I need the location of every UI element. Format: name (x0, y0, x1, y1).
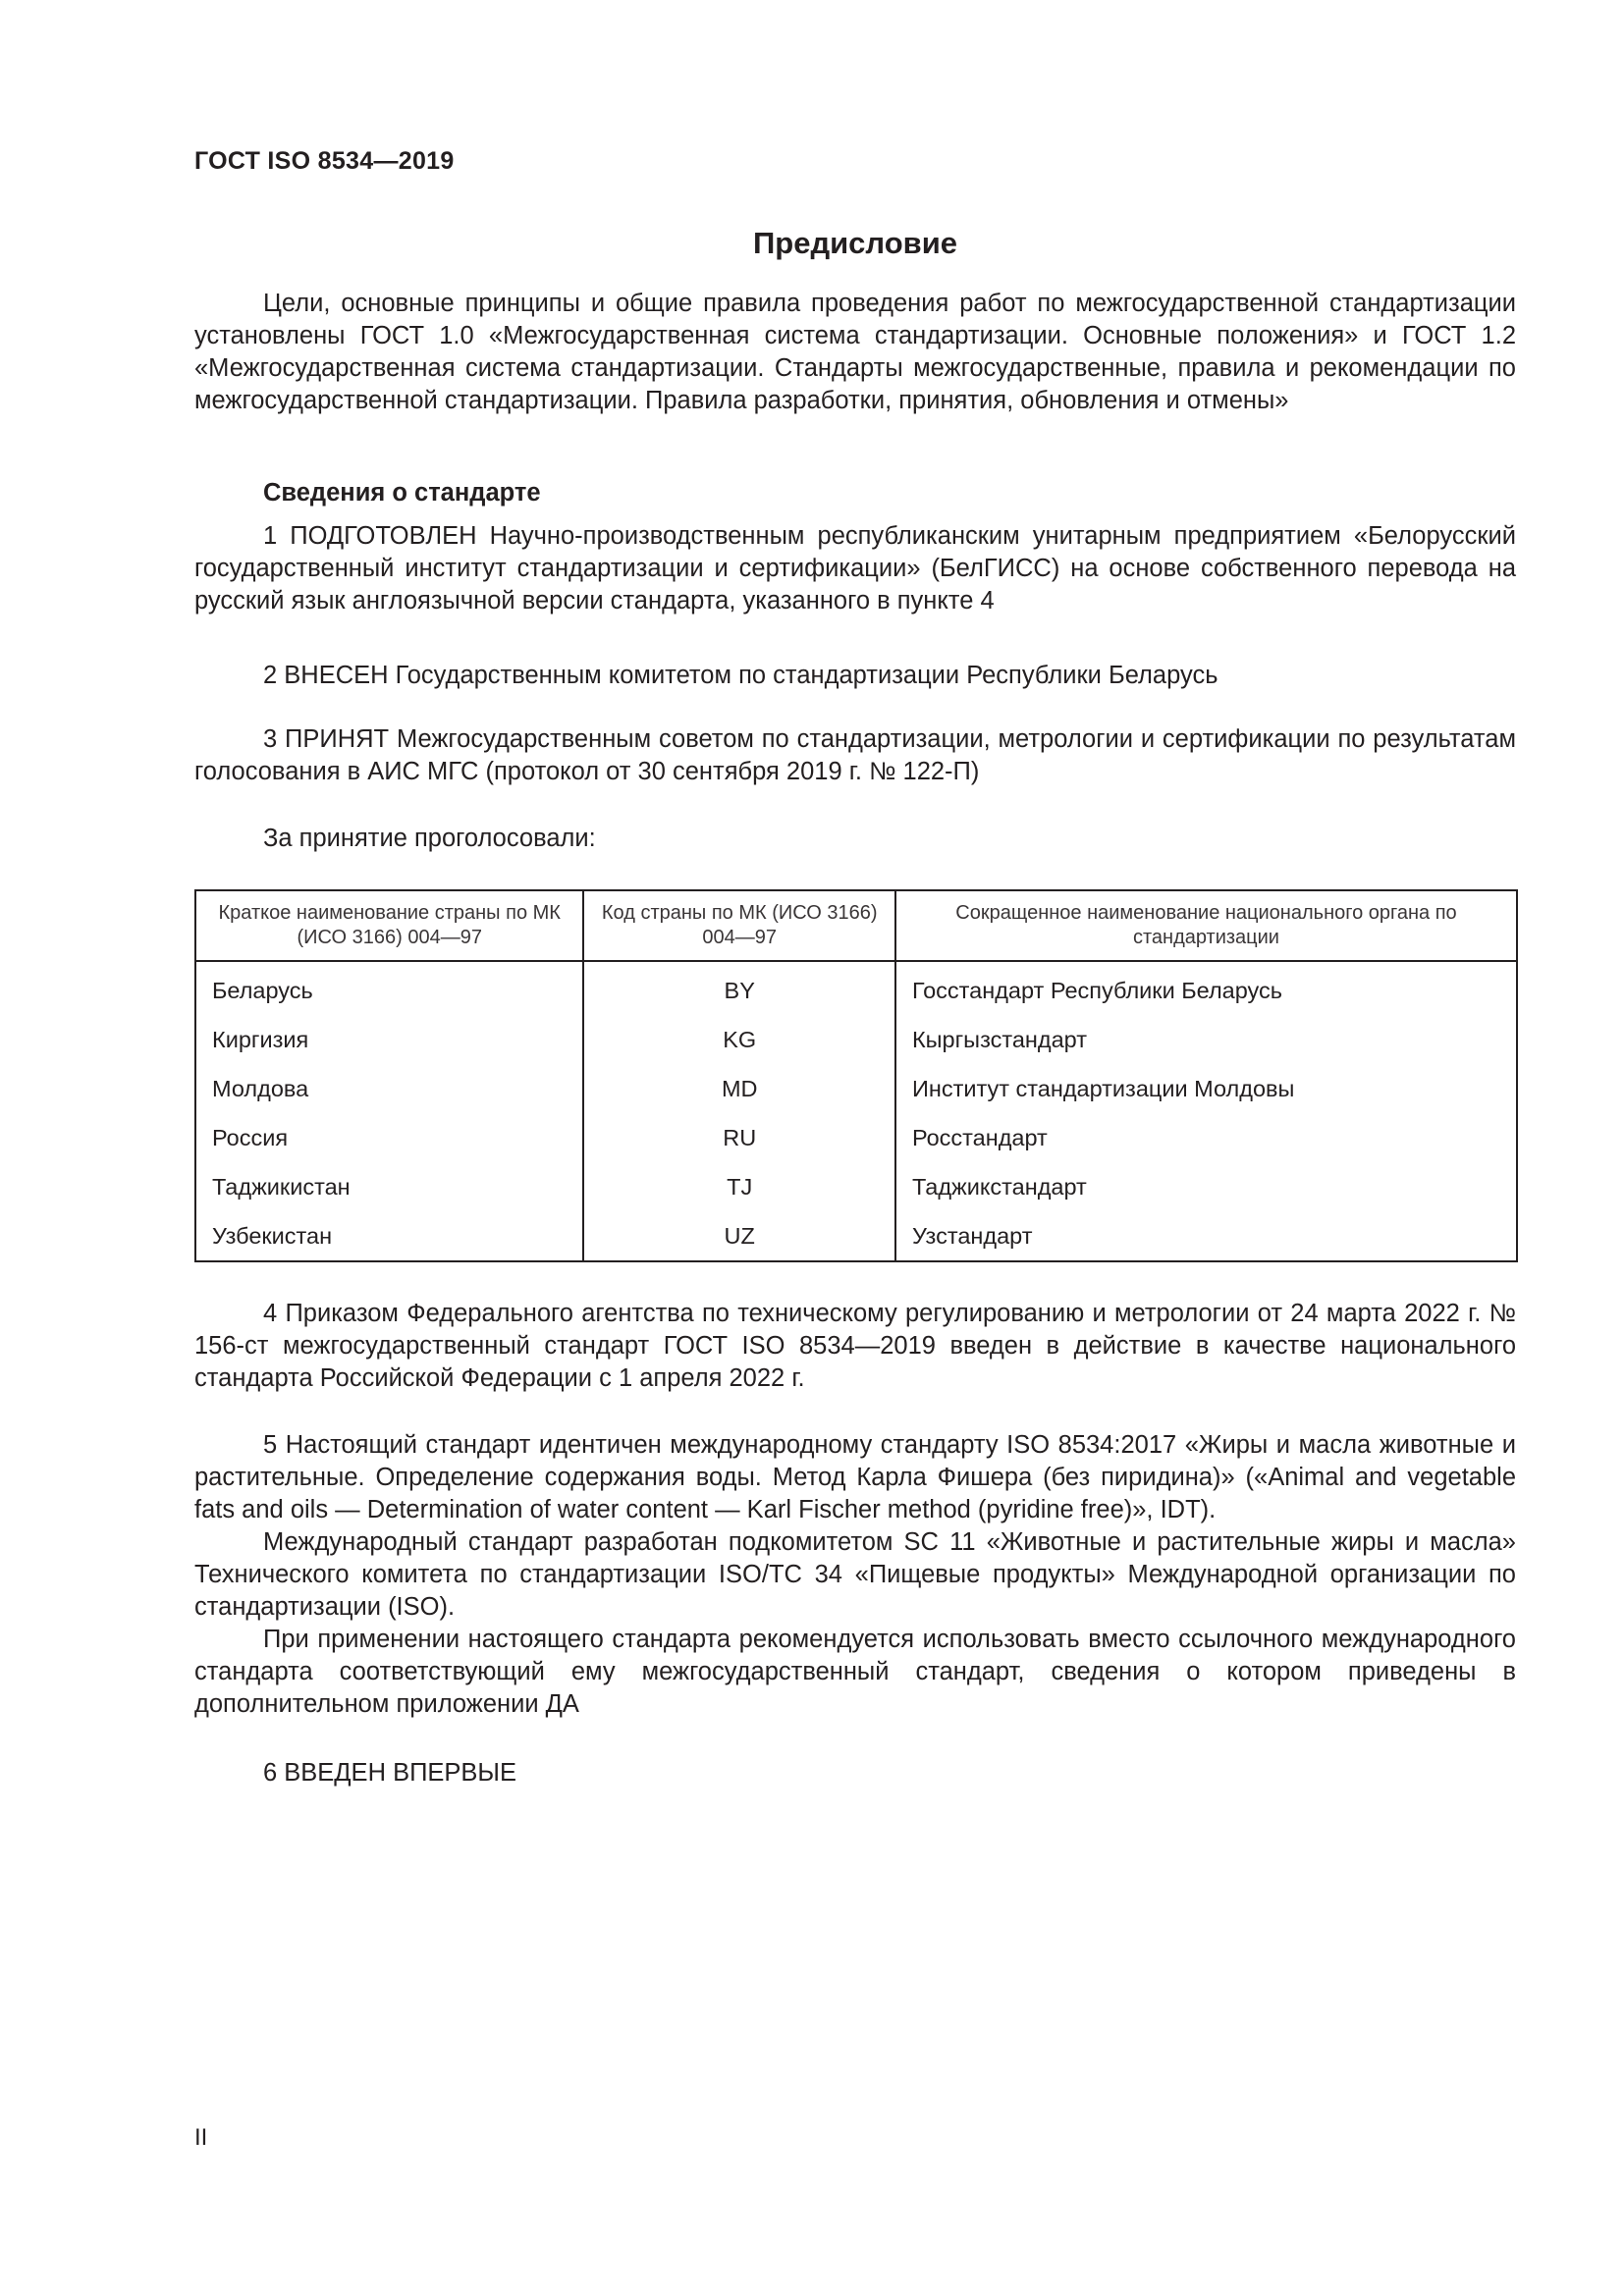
item-1-paragraph: 1 ПОДГОТОВЛЕН Научно-производственным республиканским унитарным предприятием «Белорусский государственный институт стандартизации и сертификации» (БелГИСС) на основе собственного перевода на русский язык англоязычной версии стандарта, указанного в пункте 4 (194, 522, 1516, 614)
national-body-cell: Таджикстандарт (895, 1162, 1517, 1211)
national-body-cell: Росстандарт (895, 1113, 1517, 1162)
table-row (195, 961, 1517, 1015)
header-country-code: Код страны по МК (ИСО 3166) 004—97 (583, 890, 894, 961)
country-code-cell: KG (583, 1015, 894, 1064)
item-4-paragraph: 4 Приказом Федерального агентства по техническому регулированию и метрологии от 24 марта 2022 г. № 156-ст межгосударственный стандарт ГОСТ ISO 8534—2019 введен в действие в качестве национального стандарта Российской Федерации с 1 апреля 2022 г. (194, 1300, 1516, 1392)
vote-intro-paragraph: За принятие проголосовали: (263, 825, 596, 852)
voting-table (194, 889, 1518, 1262)
country-code-cell: UZ (583, 1211, 894, 1261)
header-country-name: Краткое наименование страны по МК (ИСО 3166) 004—97 (195, 890, 583, 961)
page-title: Предисловие (752, 226, 957, 260)
table-row (195, 1211, 1517, 1261)
table-row (195, 1113, 1517, 1162)
table-row (195, 1162, 1517, 1211)
national-body-cell: Узстандарт (895, 1211, 1517, 1261)
item-5-paragraph: 5 Настоящий стандарт идентичен международному стандарту ISO 8534:2017 «Жиры и масла животные и растительные. Определение содержания воды. Метод Карла Фишера (без пиридина)» («Animal and vegetable fats and oils — Determination of water content — Karl Fischer method (pyridine free)», IDT). (194, 1431, 1516, 1523)
item-2-paragraph: 2 ВНЕСЕН Государственным комитетом по стандартизации Республики Беларусь (263, 662, 1218, 689)
item-5-usage-paragraph: При применении настоящего стандарта рекомендуется использовать вместо ссылочного международного стандарта соответствующий ему межгосударственный стандарт, сведения о котором приведены в дополнительном приложении ДА (194, 1626, 1516, 1718)
table-row (195, 1064, 1517, 1113)
page-number: II (194, 2124, 208, 2151)
national-body-cell: Кыргызстандарт (895, 1015, 1517, 1064)
table-row (195, 1015, 1517, 1064)
document-header: ГОСТ ISO 8534—2019 (194, 147, 455, 175)
item-6-paragraph: 6 ВВЕДЕН ВПЕРВЫЕ (263, 1759, 517, 1787)
table-header-row (195, 890, 1517, 961)
country-name-cell: Таджикистан (212, 1173, 351, 1200)
intro-paragraph: Цели, основные принципы и общие правила проведения работ по межгосударственной стандартизации установлены ГОСТ 1.0 «Межгосударственная система стандартизации. Основные положения» и ГОСТ 1.2 «Межгосударственная система стандартизации. Стандарты межгосударственные, правила и рекомендации по межгосударственной стандартизации. Правила разработки, принятия, обновления и отмены» (194, 290, 1516, 414)
country-name-cell: Киргизия (212, 1026, 309, 1052)
item-5-committee-paragraph: Международный стандарт разработан подкомитетом SC 11 «Животные и растительные жиры и масла» Технического комитета по стандартизации ISO/TC 34 «Пищевые продукты» Международной организации по стандартизации (ISO). (194, 1528, 1516, 1621)
national-body-cell: Институт стандартизации Молдовы (895, 1064, 1517, 1113)
country-code-cell: BY (583, 961, 894, 1015)
country-code-cell: RU (583, 1113, 894, 1162)
country-name-cell: Молдова (212, 1075, 309, 1101)
country-code-cell: MD (583, 1064, 894, 1113)
header-national-body: Сокращенное наименование национального органа по стандартизации (895, 890, 1517, 961)
country-name-cell: Беларусь (212, 977, 313, 1003)
country-name-cell: Узбекистан (212, 1222, 333, 1249)
section-subheading: Сведения о стандарте (263, 479, 541, 507)
country-code-cell: TJ (583, 1162, 894, 1211)
country-name-cell: Россия (212, 1124, 289, 1150)
item-3-paragraph: 3 ПРИНЯТ Межгосударственным советом по стандартизации, метрологии и сертификации по результатам голосования в АИС МГС (протокол от 30 сентября 2019 г. № 122-П) (194, 725, 1516, 785)
national-body-cell: Госстандарт Республики Беларусь (895, 961, 1517, 1015)
